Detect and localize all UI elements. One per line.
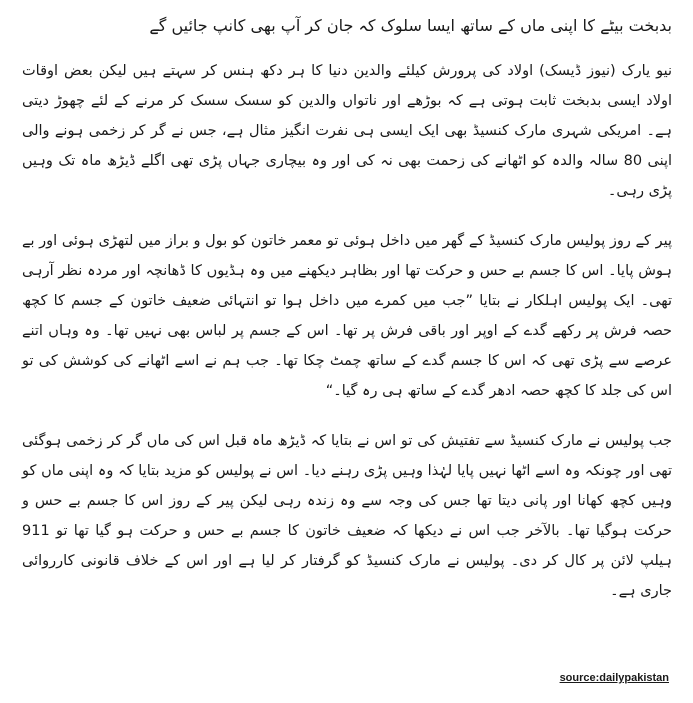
article [22,12,672,626]
article-paragraph-3: جب پولیس نے مارک کنسیڈ سے تفتیش کی تو اس نے بتایا کہ ڈیڑھ ماہ قبل اس کی ماں گر کر زخمی ہوگئی تھی اور چونکہ وہ اسے اٹھا نہیں پایا لہٰذا وہیں پڑی رہنے دیا۔ اس نے پولیس کو مزید بتایا کہ وہ اپنی ماں کو وہیں کچھ کھانا اور پانی دیتا تھا جس کی وجہ سے وہ زندہ رہی لیکن پیر کے روز اس کا جسم بے حس و حرکت ہوگیا تھا۔ بالآخر جب اس نے دیکھا کہ ضعیف خاتون کا جسم بے حس و حرکت ہو گیا تھا تو 911 ہیلپ لائن پر کال کر دی۔ پولیس نے مارک کنسیڈ کو گرفتار کر لیا ہے اور اس کے خلاف قانونی کارروائی جاری ہے۔ [22,433,672,599]
article-paragraph-1: نیو یارک (نیوز ڈیسک) اولاد کی پرورش کیلئے والدین دنیا کا ہر دکھ ہنس کر سہتے ہیں لیکن بعض اوقات اولاد ایسی بدبخت ثابت ہوتی ہے کہ بوڑھے اور ناتواں والدین کو سسک سسک کر مرنے کے لئے چھوڑ دیتی ہے۔ امریکی شہری مارک کنسیڈ بھی ایک ایسی ہی نفرت انگیز مثال ہے، جس نے گر کر زخمی ہونے والی اپنی 80 سالہ والدہ کو اٹھانے کی زحمت بھی نہ کی اور وہ بیچاری جہاں پڑی تھی اگلے ڈیڑھ ماہ تک وہیں پڑی رہی۔ [22,63,673,199]
source-credit: source:dailypakistan [559,672,669,684]
article-headline: بدبخت بیٹے کا اپنی ماں کے ساتھ ایسا سلوک کہ جان کر آپ بھی کانپ جائیں گے [149,16,672,35]
article-paragraph-2: پیر کے روز پولیس مارک کنسیڈ کے گھر میں داخل ہوئی تو معمر خاتون کو بول و براز میں لتھڑی ہوئی اور بے ہوش پایا۔ اس کا جسم بے حس و حرکت تھا اور بظاہر دیکھنے میں وہ ہڈیوں کا ڈھانچہ اور مردہ نظر آرہی تھی۔ ایک پولیس اہلکار نے بتایا ”جب میں کمرے میں داخل ہوا تو انتہائی ضعیف خاتون کے جسم کا کچھ حصہ فرش پر رکھے گدے کے اوپر اور باقی فرش پر تھا۔ اس کے جسم پر لباس بھی نہیں تھا۔ وہ وہاں اتنے عرصے سے پڑی تھی کہ اس کا جسم گدے کے ساتھ چمٹ چکا تھا۔ جب ہم نے اسے اٹھانے کی کوشش کی تو اس کی جلد کا کچھ حصہ ادھر گدے کے ساتھ ہی رہ گیا۔“ [22,233,672,399]
